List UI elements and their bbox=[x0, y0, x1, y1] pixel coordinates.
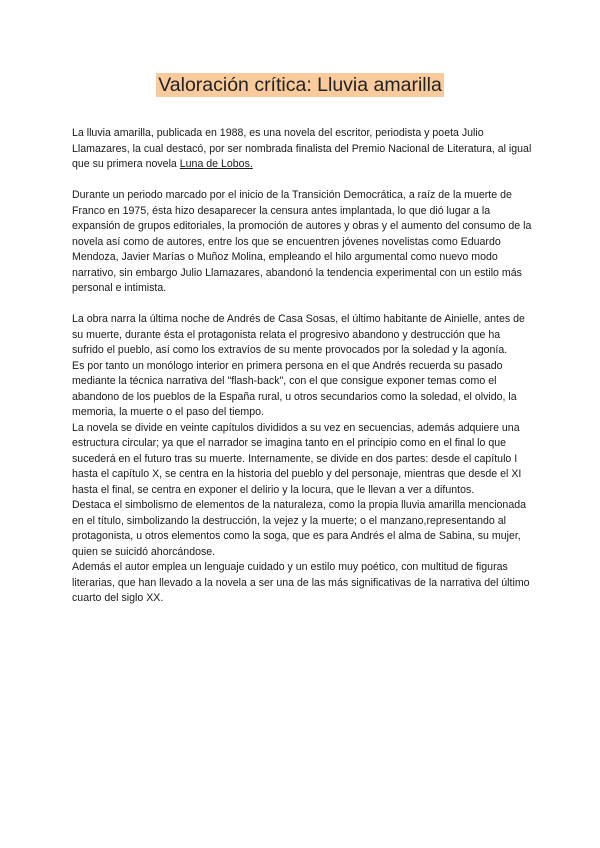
paragraph-context: Durante un periodo marcado por el inicio de la Transición Democrática, a raíz de la muerte de Franco en 1975, ésta hizo desaparecer la censura antes implantada, lo que dió lugar a la expansión de grupos editoriales, la promoción de autores y obras y el aumento del consumo de la novela así como de autores, entre los que se encuentren jóvenes novelistas como Eduardo Mendoza, Javier Marías o Muñoz Molina, empleando el hilo argumental como nuevo modo narrativo, sin embargo Julio Llamazares, abandonó la tendencia experimental con un estilo más personal e intimista. bbox=[72, 189, 532, 294]
page-title: Valoración crítica: Lluvia amarilla bbox=[158, 74, 442, 96]
paragraph-intro-text: La lluvia amarilla, publicada en 1988, es una novela del escritor, periodista y poeta Julio Llamazares, la cual destacó, por ser nombrada finalista del Premio Nacional de Literatura, al igual que su primera novela bbox=[72, 127, 532, 170]
paragraph-spacer bbox=[72, 297, 532, 313]
paragraph-spacer bbox=[72, 173, 532, 189]
paragraph-intro bbox=[72, 126, 532, 173]
paragraph-style: Además el autor emplea un lenguaje cuidado y un estilo muy poético, con multitud de figuras literarias, que han llevado a la novela a ser una de las más significativas de la narrativa del último cuarto del siglo XX. bbox=[72, 561, 530, 604]
paragraph-plot: La obra narra la última noche de Andrés de Casa Sosas, el último habitante de Ainielle, antes de su muerte, durante ésta el protagonista relata el progresivo abandono y destrucción que ha sufrido el pueblo, así como los extravíos de su mente provocados por la soledad y la agonía. bbox=[72, 313, 525, 356]
paragraph-symbolism: Destaca el simbolismo de elementos de la naturaleza, como la propia lluvia amarilla mencionada en el título, simbolizando la destrucción, la vejez y la muerte; o el manzano,representando al protagonista, u otros elementos como la soga, que es para Andrés el alma de Sabina, su mujer, quien se suicidó ahorcándose. bbox=[72, 499, 527, 558]
luna-de-lobos-link[interactable]: Luna de Lobos. bbox=[179, 158, 253, 170]
paragraph-structure: La novela se divide en veinte capítulos divididos a su vez en secuencias, además adquiere una estructura circular; ya que el narrador se imagina tanto en el principio como en el final lo que sucederá en el futuro tras su muerte. Internamente, se divide en dos partes: desde el capítulo I hasta el capítulo X, se centra en la historia del pueblo y del personaje, mientras que desde el XI hasta el final, se centra en exponer el delirio y la locura, que le llevan a ver a difuntos. bbox=[72, 421, 522, 496]
title-container bbox=[0, 73, 600, 97]
paragraph-monologue: Es por tanto un monólogo interior en primera persona en el que Andrés recuerda su pasado mediante la técnica narrativa del "flash-back", con el que consigue exponer temas como el abandono de los pueblos de la España rural, u otros secundarios como la soledad, el olvido, la memoria, la muerte o el paso del tiempo. bbox=[72, 359, 517, 418]
document-body bbox=[72, 126, 532, 607]
